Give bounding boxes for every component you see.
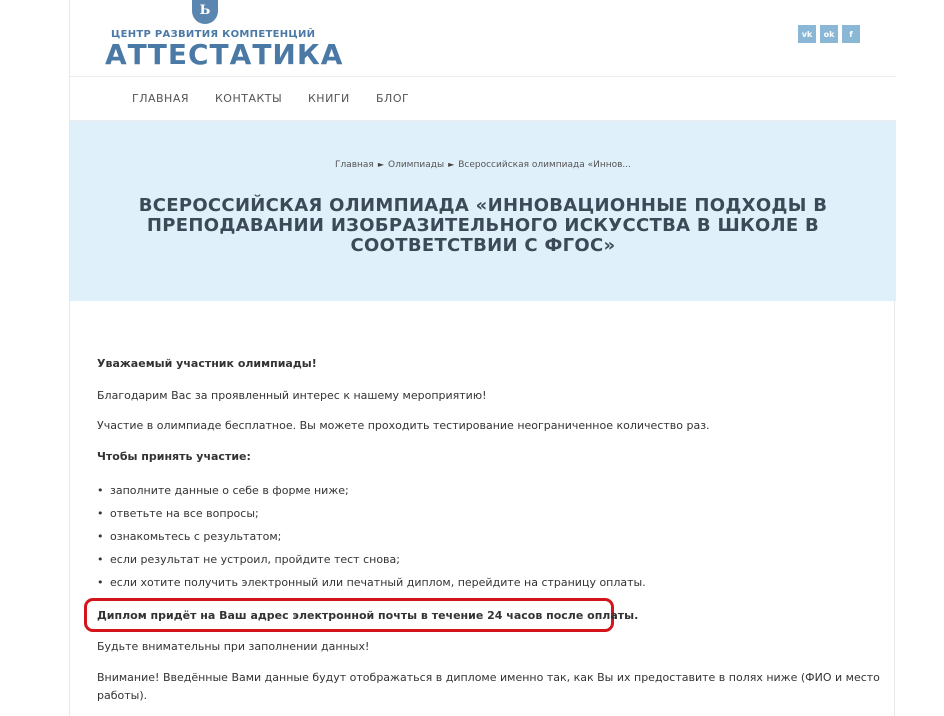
vk-icon[interactable]: vk: [798, 25, 816, 43]
page-title-line: ПРЕПОДАВАНИИ ИЗОБРАЗИТЕЛЬНОГО ИСКУССТВА В ШКОЛЕ В: [146, 215, 820, 236]
list-item-text: ответьте на все вопросы;: [110, 507, 259, 520]
page-hero: [70, 121, 896, 301]
page-title-line: СООТВЕТСТВИИ С ФГОС»: [350, 235, 616, 256]
breadcrumb-current: Всероссийская олимпиада «Иннов...: [458, 160, 632, 170]
warning-text-line2: работы).: [97, 689, 148, 702]
breadcrumb-separator-icon: ►: [448, 160, 455, 169]
attention-text: Будьте внимательны при заполнении данных!: [97, 640, 370, 653]
breadcrumb-olympiads[interactable]: Олимпиады: [388, 160, 445, 170]
list-item: [97, 530, 281, 543]
bullet-icon: •: [97, 553, 104, 566]
bullet-icon: •: [97, 484, 104, 497]
breadcrumb-separator-icon: ►: [377, 160, 384, 169]
page-title-line: ВСЕРОССИЙСКАЯ ОЛИМПИАДА «ИННОВАЦИОННЫЕ ПОДХОДЫ В: [138, 195, 828, 216]
diploma-note: Диплом придёт на Ваш адрес электронной почты в течение 24 часов после оплаты.: [97, 609, 639, 622]
thanks-text: Благодарим Вас за проявленный интерес к нашему мероприятию!: [97, 389, 487, 402]
page: [69, 0, 895, 716]
list-item-text: если результат не устроил, пройдите тест снова;: [110, 553, 400, 566]
main-nav: [70, 76, 896, 121]
bullet-icon: •: [97, 530, 104, 543]
steps-heading: Чтобы принять участие:: [97, 450, 251, 463]
list-item-text: если хотите получить электронный или печатный диплом, перейдите на страницу оплаты.: [110, 576, 646, 589]
list-item-text: ознакомьтесь с результатом;: [110, 530, 282, 543]
list-item: [97, 484, 349, 497]
nav-item-books[interactable]: КНИГИ: [308, 92, 350, 105]
nav-item-blog[interactable]: БЛОГ: [376, 92, 410, 105]
breadcrumb-home[interactable]: Главная: [334, 160, 374, 170]
logo-icon[interactable]: [192, 0, 218, 24]
facebook-icon[interactable]: f: [842, 25, 860, 43]
bullet-icon: •: [97, 576, 104, 589]
nav-item-home[interactable]: ГЛАВНАЯ: [132, 92, 189, 105]
bullet-icon: •: [97, 507, 104, 520]
free-participation-text: Участие в олимпиаде бесплатное. Вы можете проходить тестирование неограниченное количество раз.: [97, 419, 710, 432]
breadcrumb: [70, 160, 896, 170]
list-item: [97, 507, 259, 520]
list-item: [97, 553, 400, 566]
social-links: [798, 25, 860, 43]
logo-mark-glyph: Ь: [199, 2, 211, 18]
warning-text-line1: Внимание! Введённые Вами данные будут отображаться в дипломе именно так, как Вы их предоставите в полях ниже (ФИО и место: [97, 671, 880, 684]
page-title: [130, 196, 836, 256]
logo-title[interactable]: АТТЕСТАТИКА: [105, 38, 344, 71]
list-item-text: заполните данные о себе в форме ниже;: [110, 484, 349, 497]
site-header: [70, 0, 896, 76]
nav-item-contacts[interactable]: КОНТАКТЫ: [215, 92, 283, 105]
logo-tagline[interactable]: ЦЕНТР РАЗВИТИЯ КОМПЕТЕНЦИЙ: [111, 29, 316, 40]
greeting-text: Уважаемый участник олимпиады!: [97, 357, 317, 370]
list-item: [97, 576, 646, 589]
odnoklassniki-icon[interactable]: ok: [820, 25, 838, 43]
